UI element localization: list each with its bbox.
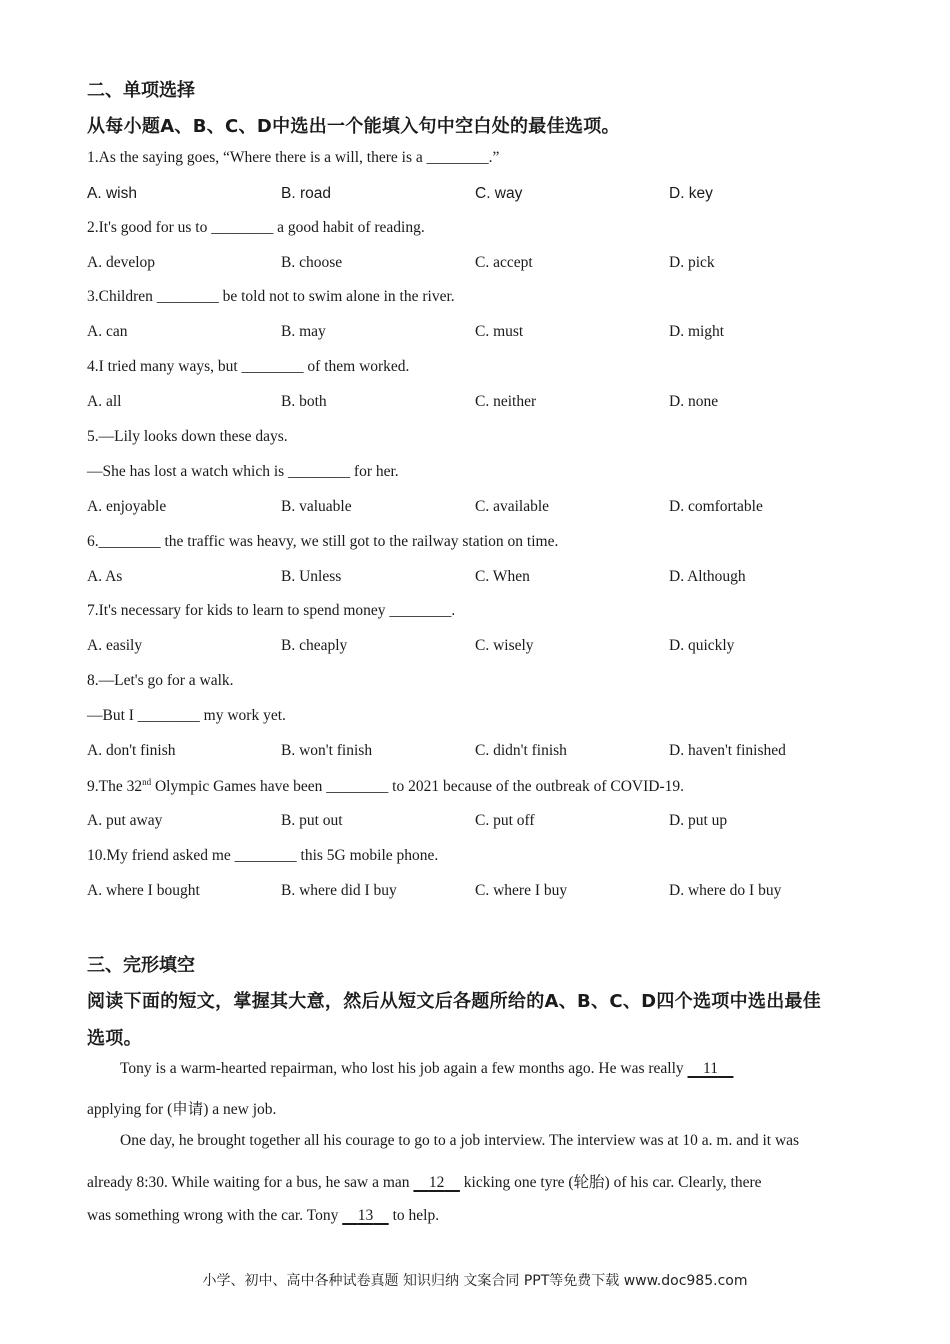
question-9-option-c: C. put off: [475, 812, 535, 829]
passage-text: already 8:30. While waiting for a bus, he saw a man: [87, 1174, 414, 1191]
passage-line-5: [87, 1207, 857, 1225]
section-2-heading: 二、单项选择: [87, 80, 195, 101]
question-6-option-b: B. Unless: [281, 568, 342, 585]
question-9-stem: [87, 777, 684, 796]
question-10-option-c: C. where I buy: [475, 882, 568, 899]
question-8-option-c: C. didn't finish: [475, 742, 567, 759]
question-1-stem: 1.As the saying goes, “Where there is a will, there is a ________.”: [87, 149, 500, 166]
question-10-stem: 10.My friend asked me ________ this 5G mobile phone.: [87, 847, 439, 864]
question-9-stem-pre: 9.The 32: [87, 778, 143, 796]
question-8-option-a: A. don't finish: [87, 742, 176, 759]
cloze-blank-number: 12: [428, 1174, 445, 1191]
question-2-option-c: C. accept: [475, 254, 533, 271]
question-7-stem: 7.It's necessary for kids to learn to spend money ________.: [87, 602, 456, 619]
cloze-blank-number: 13: [357, 1207, 374, 1224]
question-5-option-d: D. comfortable: [669, 498, 763, 515]
section-3-instruction-line-2: 选项。: [87, 1028, 142, 1049]
section-2-instruction: 从每小题A、B、C、D中选出一个能填入句中空白处的最佳选项。: [87, 116, 620, 137]
passage-text: Tony is a warm-hearted repairman, who lost his job again a few months ago. He was really: [120, 1060, 688, 1077]
question-5-stem: 5.—Lily looks down these days.: [87, 428, 288, 445]
passage-text: to help.: [388, 1207, 440, 1224]
question-7-option-b: B. cheaply: [281, 637, 348, 654]
question-2-option-a: A. develop: [87, 254, 156, 271]
question-5-option-c: C. available: [475, 498, 550, 515]
question-10-option-b: B. where did I buy: [281, 882, 397, 899]
question-2-option-b: B. choose: [281, 254, 343, 271]
passage-text: kicking one tyre (轮胎) of his car. Clearly, there: [459, 1174, 762, 1191]
question-8-stem: 8.—Let's go for a walk.: [87, 672, 234, 689]
question-3-option-d: D. might: [669, 323, 725, 340]
question-2-option-d: D. pick: [669, 254, 715, 271]
question-7-option-c: C. wisely: [475, 637, 534, 654]
footer-watermark: 小学、初中、高中各种试卷真题 知识归纳 文案合同 PPT等免费下载 www.doc985.com: [202, 1273, 748, 1289]
question-3-option-a: A. can: [87, 323, 128, 340]
question-4-option-c: C. neither: [475, 393, 537, 410]
section-3-instruction-line-1: 阅读下面的短文，掌握其大意，然后从短文后各题所给的A、B、C、D四个选项中选出最佳: [87, 991, 822, 1012]
question-1-option-a: A. wish: [87, 185, 137, 202]
question-1-option-b: B. road: [281, 185, 331, 202]
question-7-option-d: D. quickly: [669, 637, 735, 654]
passage-text: was something wrong with the car. Tony: [87, 1207, 343, 1224]
question-4-option-b: B. both: [281, 393, 327, 410]
cloze-blank-number: 11: [703, 1060, 718, 1077]
question-1-option-d: D. key: [669, 185, 713, 202]
question-9-stem-superscript: nd: [142, 777, 152, 787]
question-2-stem: 2.It's good for us to ________ a good habit of reading.: [87, 219, 425, 236]
question-6-option-d: D. Although: [669, 568, 746, 585]
question-10-option-a: A. where I bought: [87, 882, 200, 899]
question-8-option-d: D. haven't finished: [669, 742, 786, 759]
question-3-stem: 3.Children ________ be told not to swim alone in the river.: [87, 288, 455, 305]
passage-line-2: applying for (申请) a new job.: [87, 1101, 277, 1118]
question-3-option-c: C. must: [475, 323, 524, 340]
question-9-option-d: D. put up: [669, 812, 728, 829]
question-5-option-b: B. valuable: [281, 498, 352, 515]
question-6-option-c: C. When: [475, 568, 530, 585]
question-4-option-d: D. none: [669, 393, 719, 410]
question-8-stem-line-2: —But I ________ my work yet.: [87, 707, 286, 724]
passage-line-3: One day, he brought together all his courage to go to a job interview. The interview was at 10 a. m. and it was: [120, 1132, 800, 1149]
question-6-stem: 6.________ the traffic was heavy, we still got to the railway station on time.: [87, 533, 559, 550]
question-5-stem-line-2: —She has lost a watch which is ________ for her.: [87, 463, 399, 480]
question-3-option-b: B. may: [281, 323, 326, 340]
section-3-heading: 三、完形填空: [87, 955, 195, 976]
cloze-blank-13: [342, 1207, 389, 1224]
question-4-option-a: A. all: [87, 393, 122, 410]
question-4-stem: 4.I tried many ways, but ________ of them worked.: [87, 358, 410, 375]
question-9-option-b: B. put out: [281, 812, 343, 829]
question-6-option-a: A. As: [87, 568, 123, 585]
question-7-option-a: A. easily: [87, 637, 143, 654]
cloze-blank-11: [688, 1060, 734, 1077]
question-1-option-c: C. way: [475, 185, 523, 202]
question-9-stem-post: Olympic Games have been ________ to 2021 because of the outbreak of COVID-19.: [151, 778, 684, 796]
passage-line-1: [87, 1060, 890, 1078]
question-9-option-a: A. put away: [87, 812, 163, 829]
passage-line-4: [87, 1170, 857, 1192]
cloze-blank-12: [413, 1174, 460, 1191]
question-5-option-a: A. enjoyable: [87, 498, 167, 515]
question-8-option-b: B. won't finish: [281, 742, 373, 759]
question-10-option-d: D. where do I buy: [669, 882, 782, 899]
